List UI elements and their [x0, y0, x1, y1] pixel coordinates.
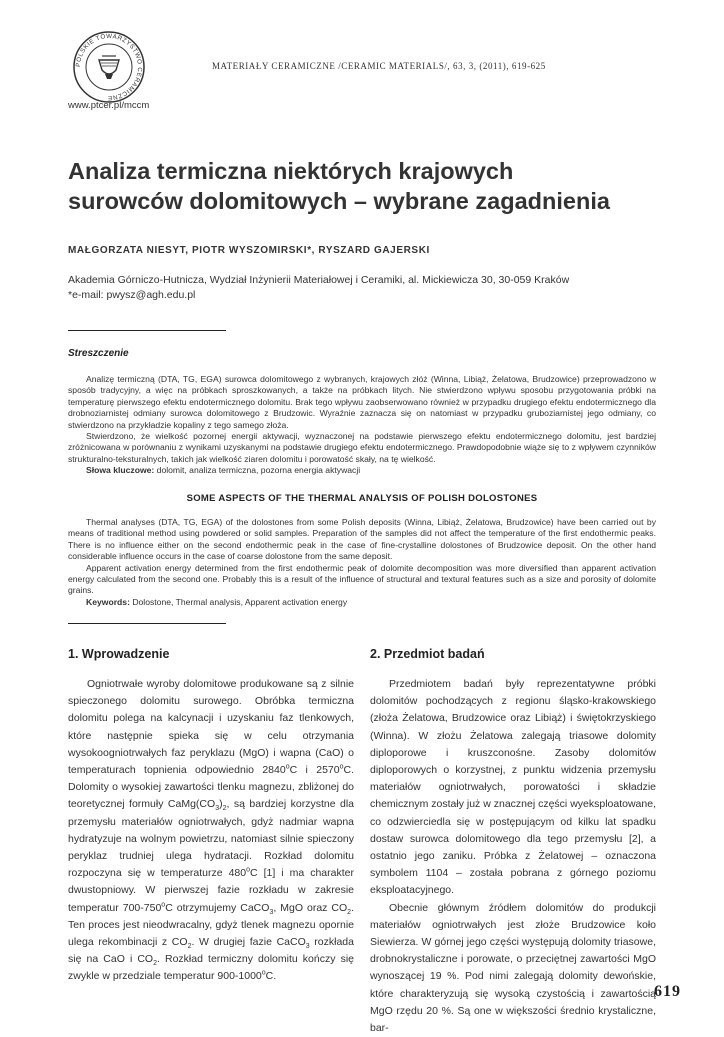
- keywords-label: Keywords:: [86, 596, 130, 607]
- divider: [68, 330, 226, 331]
- section-2-body: [370, 676, 656, 1037]
- section-heading: 1. Wprowadzenie: [68, 647, 170, 661]
- authors: MAŁGORZATA NIESYT, PIOTR WYSZOMIRSKI*, RYSZARD GAJERSKI: [68, 245, 430, 256]
- logo-ring-text: POLSKIE TOWARZYSTWO CERAMICZNE: [74, 32, 144, 102]
- section-1-body: [68, 676, 354, 986]
- abstract-keywords: [68, 465, 656, 476]
- abstract-keywords: [68, 597, 656, 608]
- section-heading: 2. Przedmiot badań: [370, 647, 485, 661]
- abstract-paragraph: Thermal analyses (DTA, TG, EGA) of the dolostones from some Polish deposits (Winna, Libiąż, Żelatowa, Brudzowice) have been carried out by means of traditional method using powdered or solid samples. Preparation of the samples did not affect the temperature of the first endothermic peaks. There is no influence either on the second endothermic peak in the case of fine-crystalline dolostones of Brudzowice deposit. On the other hand considerable influence occurs in the case of coarse dolostone from the same deposit.: [68, 517, 656, 562]
- body-paragraph: Ogniotrwałe wyroby dolomitowe produkowane są z silnie spieczonego dolomitu surowego. Obróbka termiczna dolomitu polega na kalcynacji i uzyskaniu faz tlenkowych, które następnie spieka się w celu otrzymania wysokoogniotrwałych faz peryklazu (MgO) i wapna (CaO) o temperaturach topnienia odpowiednio 2840$^o$C i 2570$^o$C. Dolomity o wysokiej zawartości tlenku magnezu, zbliżonej do teoretycznej formuły $CaMg(CO_3)_2$, są bardziej korzystne dla przemysłu materiałów ogniotrwałych, gdyż nadmiar wapna hydratyzuje na wolnym powietrzu, natomiast silnie spieczony peryklaz trudniej ulega hydratacji. Rozkład dolomitu rozpoczyna się w temperaturze 480$^o$C [1] i ma charakter dwustopniowy. W pierwszej fazie rozkładu w zakresie temperatur 700-750$^o$C otrzymujemy CaCO$_3$, MgO oraz $CO_2$. Ten proces jest nieodwracalny, gdyż tlenek magnezu opornie ulega rekombinacji z $CO_2$. W drugiej fazie CaCO$_3$ rozkłada się na CaO i $CO_2$. Rozkład termiczny dolomitu kończy się zwykle w przedziale temperatur 900-1000$^o$C.: [68, 678, 354, 983]
- divider: [68, 623, 226, 624]
- abstract-english: [68, 517, 656, 608]
- abstract-paragraph: Stwierdzono, że wielkość pozornej energii aktywacji, wyznaczonej na podstawie pierwszego efektu endotermicznego dolomitu, jest bardziej zróżnicowana w porównaniu z wynikami uzyskanymi na podstawie drugiego efektu endotermicznego. Prawdopodobnie wiąże się to z wpływem czynników strukturalno-teksturalnych, takich jak wielkość ziaren dolomitu i porowatość skały, na tę wielkość.: [68, 431, 656, 464]
- title-line-2: surowców dolomitowych – wybrane zagadnienia: [68, 188, 610, 214]
- abstract-polish: [68, 374, 656, 477]
- english-title: SOME ASPECTS OF THE THERMAL ANALYSIS OF POLISH DOLOSTONES: [186, 493, 538, 504]
- affiliation-address: Akademia Górniczo-Hutnicza, Wydział Inżynierii Materiałowej i Ceramiki, al. Mickiewicza 30, 30-059 Kraków: [68, 274, 570, 286]
- paper-title: [68, 156, 668, 216]
- body-paragraph: Przedmiotem badań były reprezentatywne próbki dolomitów pochodzących z regionu śląsko-krakowskiego (złoża Żelatowa, Brudzowice oraz Libiąż) i świętokrzyskiego (Winna). W złożu Żelatowa zalegają triasowe dolomity diploporowe i kruszconośne. Zasoby dolomitów diploporowych o korzystnej, z punktu widzenia przemysłu materiałów ogniotrwałych, porowatości i składzie chemicznym zostały już w znacznej części wyeksploatowane, co odzwierciedla się w postępującym od kilku lat spadku dostaw surowca dolomitowego dla tego przemysłu [2], a ostatnio jego zaniku. Próbka z Żelatowej – oznaczona symbolem 1104 – została pobrana z górnego poziomu eksploatacyjnego.: [370, 678, 656, 897]
- keywords-text: Dolostone, Thermal analysis, Apparent activation energy: [129, 596, 348, 607]
- title-line-1: Analiza termiczna niektórych krajowych: [68, 158, 514, 184]
- body-paragraph: Obecnie głównym źródłem dolomitów do produkcji materiałów ogniotrwałych jest złoże Brudzowice koło Siewierza. W górnej jego części występują dolomity triasowe, drobnokrystaliczne i porowate, o przeciętnej zawartości MgO wynoszącej 19 %. Pod nimi zalegają dolomity dewońskie, które charakteryzują się wysoką czystością i zawartością MgO rzędu 20 %. Są one w większości średnio krystaliczne, bar-: [370, 901, 656, 1035]
- keywords-text: dolomit, analiza termiczna, pozorna energia aktywacji: [154, 465, 361, 476]
- affiliation: [68, 273, 668, 303]
- page-number: 619: [654, 983, 681, 1000]
- abstract-paragraph: Apparent activation energy determined from the first endothermic peak of dolomite decomposition was more diversified than apparent activation energy calculated from the second one. Probably this is a result of the influence of structural and textural features such as a size and porosity of dolomite grains.: [68, 562, 656, 596]
- affiliation-email: *e-mail: pwysz@agh.edu.pl: [68, 289, 196, 301]
- site-url[interactable]: www.ptcer.pl/mccm: [68, 100, 150, 111]
- abstract-paragraph: Analizę termiczną (DTA, TG, EGA) surowca dolomitowego z wybranych, krajowych złóż (Winna, Libiąż, Żelatowa, Brudzowice) przeprowadzono w sposób tradycyjny, a więc na próbkach sproszkowanych, a także na próbkach litych. Nie stwierdzono wpływu sposobu przygotowania próbki na temperaturę pierwszego efektu endotermicznego dolomitu. Brak tego wpływu zaobserwowano również w przypadku drugiego efektu endotermicznego dla drobnoziarnistej odmiany surowca dolomitowego z Brudzowic. Wyraźnie zaznacza się on natomiast w przypadku gruboziarnistej jego odmiany, co stwierdzono na przykładzie kopaliny z tego samego złoża.: [68, 374, 656, 430]
- abstract-heading: Streszczenie: [68, 348, 129, 359]
- svg-text:POLSKIE TOWARZYSTWO CERAMICZNE: [75, 33, 143, 101]
- society-logo: [72, 30, 146, 104]
- keywords-label: Słowa kluczowe:: [86, 465, 155, 476]
- journal-reference: MATERIAŁY CERAMICZNE /CERAMIC MATERIALS/, 63, 3, (2011), 619-625: [212, 61, 546, 71]
